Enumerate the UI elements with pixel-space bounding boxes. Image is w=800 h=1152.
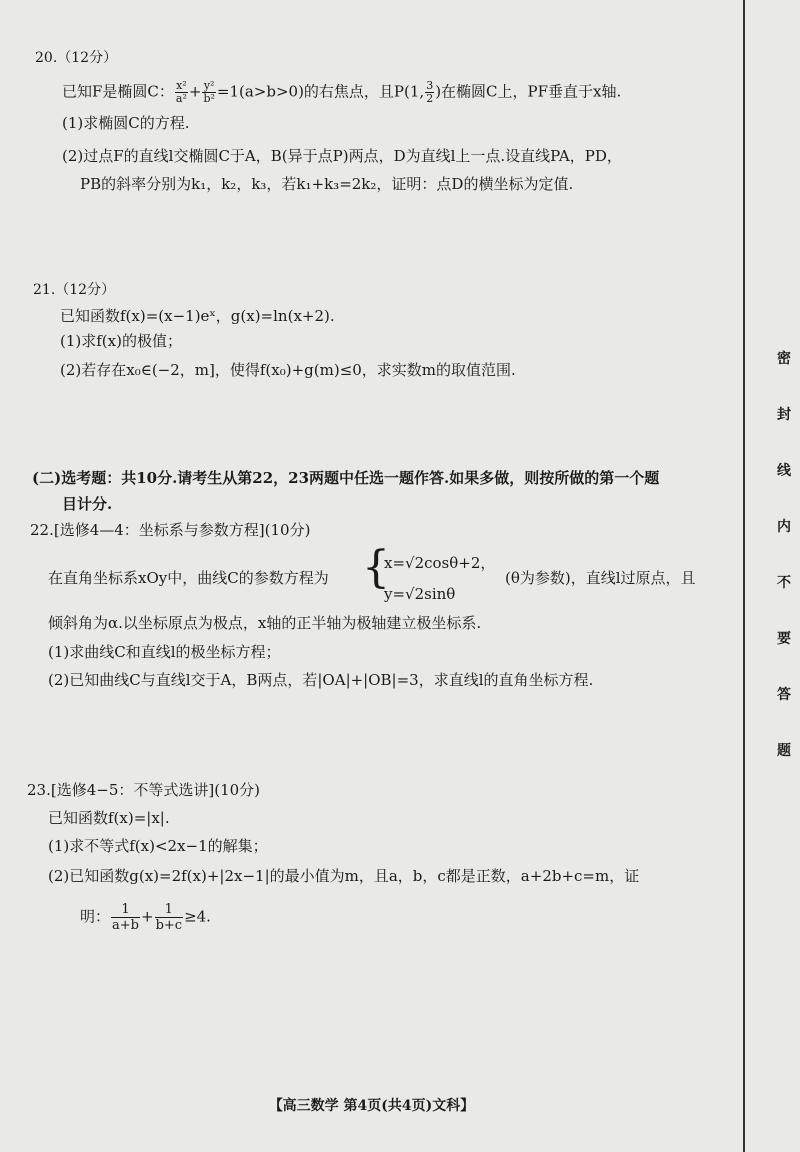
q23-part2-line2 [80, 902, 211, 933]
seal-char: 题 [777, 743, 791, 759]
optional-section-line2: 目计分. [62, 495, 113, 513]
q23-inequality-tail: ≥4. [184, 907, 211, 926]
seal-char: 答 [777, 687, 791, 703]
q22-part2: (2)已知曲线C与直线l交于A，B两点，若|OA|+|OB|=3，求直线l的直角坐标方程. [48, 671, 594, 689]
q20-part1: (1)求椭圆C的方程. [62, 114, 190, 132]
seal-line [743, 0, 745, 1152]
q22-part1: (1)求曲线C和直线l的极坐标方程； [48, 643, 281, 661]
fraction-x2-a2: $\frac{\text{x²}}{\text{a²}}$ [175, 79, 187, 105]
q23-statement: 已知函数f(x)=|x|. [48, 809, 170, 827]
q20-part2-line1: (2)过点F的直线l交椭圆C于A，B(异于点P)两点，D为直线l上一点.设直线PA，PD， [62, 147, 622, 165]
optional-section-line1: (二)选考题：共10分.请考生从第22，23两题中任选一题作答.如果多做，则按所做的第一个题 [32, 469, 660, 487]
plus-sign: + [188, 82, 202, 101]
q20-statement-part3: )在椭圆C上，PF垂直于x轴. [435, 82, 622, 101]
q22-heading: 22.[选修4—4：坐标系与参数方程](10分) [30, 521, 311, 539]
fraction-1-over-a-plus-b: $\frac{1}{a+b}$ [112, 902, 139, 933]
q23-prove-label: 明： [80, 907, 111, 926]
q20-statement-part1: 已知F是椭圆C： [62, 82, 174, 101]
param-equation-y: y=√2sinθ [384, 585, 456, 603]
q20-statement [62, 80, 621, 105]
q20-statement-part2: =1(a>b>0)的右焦点，且P(1, [216, 82, 425, 101]
q23-heading: 23.[选修4−5：不等式选讲](10分) [27, 781, 261, 799]
page-footer: 【高三数学 第4页(共4页)文科】 [268, 1098, 475, 1114]
param-equation-x: x=√2cosθ+2， [384, 554, 496, 572]
q22-statement-part2: (θ为参数)，直线l过原点，且 [505, 569, 696, 587]
q21-statement: 已知函数f(x)=(x−1)eˣ，g(x)=ln(x+2). [60, 307, 335, 325]
fraction-3-2: $\frac{3}{2}$ [426, 79, 434, 105]
curly-brace: { [362, 542, 390, 593]
plus-sign: + [140, 907, 154, 926]
q20-heading: 20.（12分） [35, 50, 118, 66]
q22-statement-line2: 倾斜角为α.以坐标原点为极点，x轴的正半轴为极轴建立极坐标系. [48, 614, 482, 632]
q22-statement-part1: 在直角坐标系xOy中，曲线C的参数方程为 [48, 569, 329, 587]
seal-char: 内 [777, 519, 791, 535]
q20-part2-line2: PB的斜率分别为k₁，k₂，k₃，若k₁+k₃=2k₂，证明：点D的横坐标为定值. [80, 175, 574, 193]
q21-heading: 21.（12分） [33, 282, 116, 298]
fraction-1-over-b-plus-c: $\frac{1}{b+c}$ [155, 902, 183, 933]
seal-char: 不 [777, 575, 791, 591]
seal-char: 线 [777, 463, 791, 479]
seal-char: 要 [777, 631, 791, 647]
fraction-y2-b2: $\frac{\text{y²}}{\text{b²}}$ [203, 79, 215, 105]
q21-part2: (2)若存在x₀∈(−2，m]，使得f(x₀)+g(m)≤0，求实数m的取值范围. [60, 361, 516, 379]
q21-part1: (1)求f(x)的极值； [60, 332, 182, 350]
seal-char: 密 [777, 351, 791, 367]
q23-part1: (1)求不等式f(x)<2x−1的解集； [48, 837, 268, 855]
seal-char: 封 [777, 407, 791, 423]
q23-part2-line1: (2)已知函数g(x)=2f(x)+|2x−1|的最小值为m，且a，b，c都是正数，a+2b+c=m，证 [48, 867, 640, 885]
